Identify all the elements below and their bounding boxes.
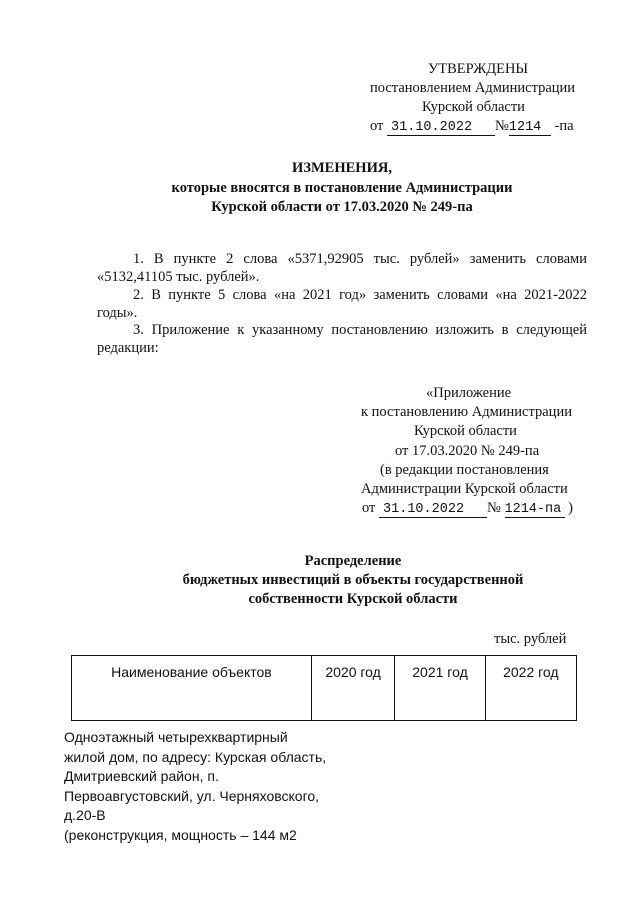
approval-number-suffix: -па [554,118,574,134]
appendix-line-3: Курской области [414,423,517,439]
appendix-from-prefix: от [362,500,376,516]
item-3: 3. Приложение к указанному постановлению изложить в следующей редакции: [97,322,587,356]
object-description [64,728,326,845]
object-line: Одноэтажный четырехквартирный [64,729,288,745]
appendix-number: 1214-па [505,502,565,518]
appendix-date: 31.10.2022 [379,502,487,518]
item-2: 2. В пункте 5 слова «на 2021 год» заменить словами «на 2021-2022 годы». [97,287,587,321]
distribution-subtitle-2: собственности Курской области [248,591,458,607]
distribution-table [71,655,577,721]
approval-number-prefix: № [495,118,509,134]
appendix-closing: ) [568,500,573,516]
changes-title: ИЗМЕНЕНИЯ, [292,160,392,176]
changes-subtitle-2: Курской области от 17.03.2020 № 249-па [211,199,473,215]
header-2022: 2022 год [485,656,576,721]
object-line: Первоавгустовский, ул. Черняховского, [64,787,320,804]
object-line: д.20-В [64,807,106,823]
object-line: жилой дом, по адресу: Курская область, [64,748,327,765]
appendix-number-prefix: № [487,500,501,516]
approval-title: УТВЕРЖДЕНЫ [428,61,529,77]
appendix-line-4: от 17.03.2020 № 249-па [395,443,540,459]
header-2021: 2021 год [395,656,485,721]
approval-from-prefix: от [370,118,384,134]
appendix-line-2: к постановлению Администрации [361,404,572,420]
object-line: (реконструкция, мощность – 144 м2 [64,826,297,843]
appendix-date-line [362,500,573,518]
appendix-line-1: «Приложение [426,385,512,401]
approval-date: 31.10.2022 [387,120,495,136]
appendix-line-5: (в редакции постановления [380,462,549,478]
distribution-title: Распределение [304,553,402,569]
item-1: 1. В пункте 2 слова «5371,92905 тыс. рублей» заменить словами «5132,41105 тыс. рублей». [97,251,587,285]
table-header-row [72,656,577,721]
header-object-name: Наименование объектов [72,656,312,721]
distribution-subtitle-1: бюджетных инвестиций в объекты государственной [182,572,524,588]
approval-date-line [370,118,574,136]
approval-line-2: постановлением Администрации [370,80,576,96]
approval-number: 1214 [509,120,551,136]
unit-label: тыс. рублей [494,631,567,647]
object-line: Дмитриевский район, п. [64,768,219,784]
approval-line-3: Курской области [422,99,525,115]
header-2020: 2020 год [311,656,395,721]
changes-subtitle-1: которые вносятся в постановление Администрации [171,180,513,196]
appendix-line-6: Администрации Курской области [361,481,568,497]
